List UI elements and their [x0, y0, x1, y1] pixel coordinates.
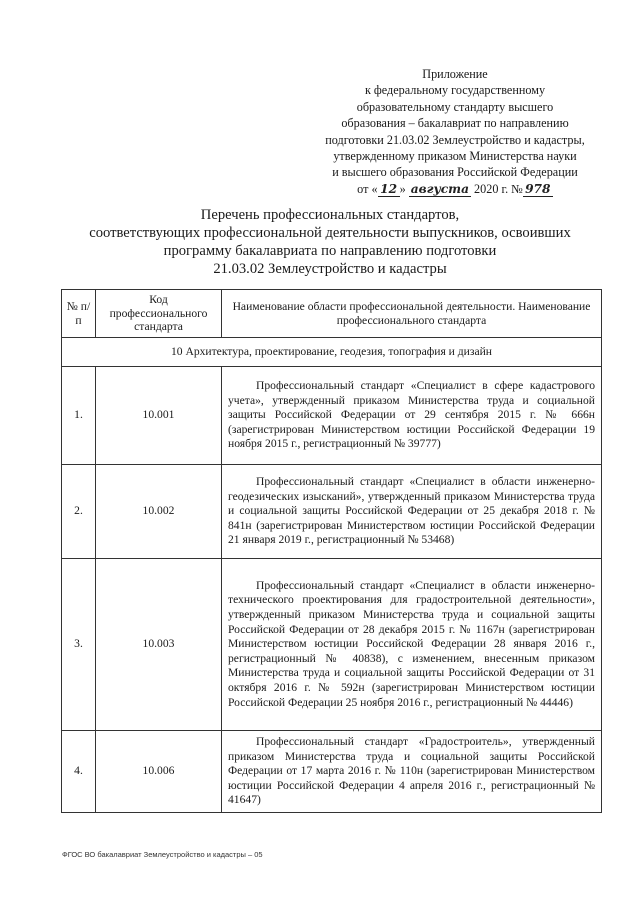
appendix-line: Приложение: [422, 67, 488, 81]
row-code: 10.006: [96, 731, 222, 813]
title-line: Перечень профессиональных стандартов,: [200, 207, 460, 223]
title-line: программу бакалавриата по направлению подготовки: [163, 243, 497, 259]
row-standard-name: [222, 559, 602, 731]
row-standard-name: [222, 367, 602, 465]
header-number: № п/п: [62, 290, 96, 338]
standard-text: Профессиональный стандарт «Специалист в области инженерно-технического проектирования для градостроительной деятельности», утвержденный приказом Министерства труда и социальной защиты Российской Федерации от 28 декабря 2015 г. № 1167н (зарегистрирован Министерством юстиции Российской Федерации 28 января 2016 г., регистрационный № 40838), с изменением, внесенным приказом Министерства труда и социальной защиты Российской Федерации от 31 октября 2016 г. № 592н (зарегистрирован Министерством юстиции Российской Федерации 25 ноября 2016 г., регистрационный № 44446): [228, 578, 595, 709]
page-footer: ФГОС ВО бакалавриат Землеустройство и кадастры – 05: [62, 850, 263, 859]
handwritten-day: 12: [378, 182, 400, 197]
table-row: [62, 367, 602, 465]
appendix-line: к федеральному государственному: [364, 83, 546, 98]
handwritten-order-number: 978: [523, 182, 553, 197]
row-standard-name: [222, 465, 602, 559]
document-title: [60, 206, 600, 278]
standard-text: Профессиональный стандарт «Специалист в сфере кадастрового учета», утвержденный приказом Министерства труда и социальной защиты Российской Федерации от 29 сентября 2015 г. № 666н (зарегистрирован Министерством юстиции Российской Федерации 19 ноября 2015 г., регистрационный № 39777): [228, 379, 595, 451]
table-row: [62, 731, 602, 813]
appendix-line: утвержденному приказом Министерства науки: [333, 149, 577, 164]
table-row: [62, 465, 602, 559]
appendix-line: подготовки 21.03.02 Землеустройство и кадастры,: [325, 132, 585, 147]
appendix-line: и высшего образования Российской Федерации: [332, 165, 578, 180]
title-line: 21.03.02 Землеустройство и кадастры: [213, 261, 447, 277]
table-row: [62, 559, 602, 731]
appendix-line: образовательному стандарту высшего: [356, 99, 554, 114]
header-code: Код профессионального стандарта: [96, 290, 222, 338]
row-number: 4.: [62, 731, 96, 813]
standards-table: [61, 289, 602, 813]
section-title: 10 Архитектура, проектирование, геодезия, топография и дизайн: [62, 338, 602, 367]
row-standard-name: [222, 731, 602, 813]
standard-text: Профессиональный стандарт «Специалист в области инженерно-геодезических изысканий», утвержденный приказом Министерства труда и социальной защиты Российской Федерации от 25 декабря 2018 г. № 841н (зарегистрирован Министерством юстиции Российской Федерации 21 января 2019 г., регистрационный № 53468): [228, 475, 595, 547]
row-code: 10.003: [96, 559, 222, 731]
order-date-line: [300, 181, 610, 197]
date-mid: »: [399, 181, 406, 196]
table-header-row: [62, 290, 602, 338]
date-prefix: от «: [357, 181, 378, 196]
row-code: 10.002: [96, 465, 222, 559]
standard-text: Профессиональный стандарт «Градостроитель», утвержденный приказом Министерства труда и социальной защиты Российской Федерации от 17 марта 2016 г. № 110н (зарегистрирован Министерством юстиции Российской Федерации 4 апреля 2016 г., регистрационный № 41647): [228, 735, 595, 807]
section-row: [62, 338, 602, 367]
row-code: 10.001: [96, 367, 222, 465]
row-number: 2.: [62, 465, 96, 559]
appendix-line: образования – бакалавриат по направлению: [341, 116, 569, 131]
title-line: соответствующих профессиональной деятельности выпускников, освоивших: [89, 225, 571, 241]
header-name: Наименование области профессиональной деятельности. Наименование профессионального стандарта: [222, 290, 602, 338]
handwritten-month: августа: [410, 181, 469, 196]
row-number: 3.: [62, 559, 96, 731]
appendix-header: [300, 66, 610, 197]
row-number: 1.: [62, 367, 96, 465]
date-year: 2020 г. №: [474, 181, 523, 196]
